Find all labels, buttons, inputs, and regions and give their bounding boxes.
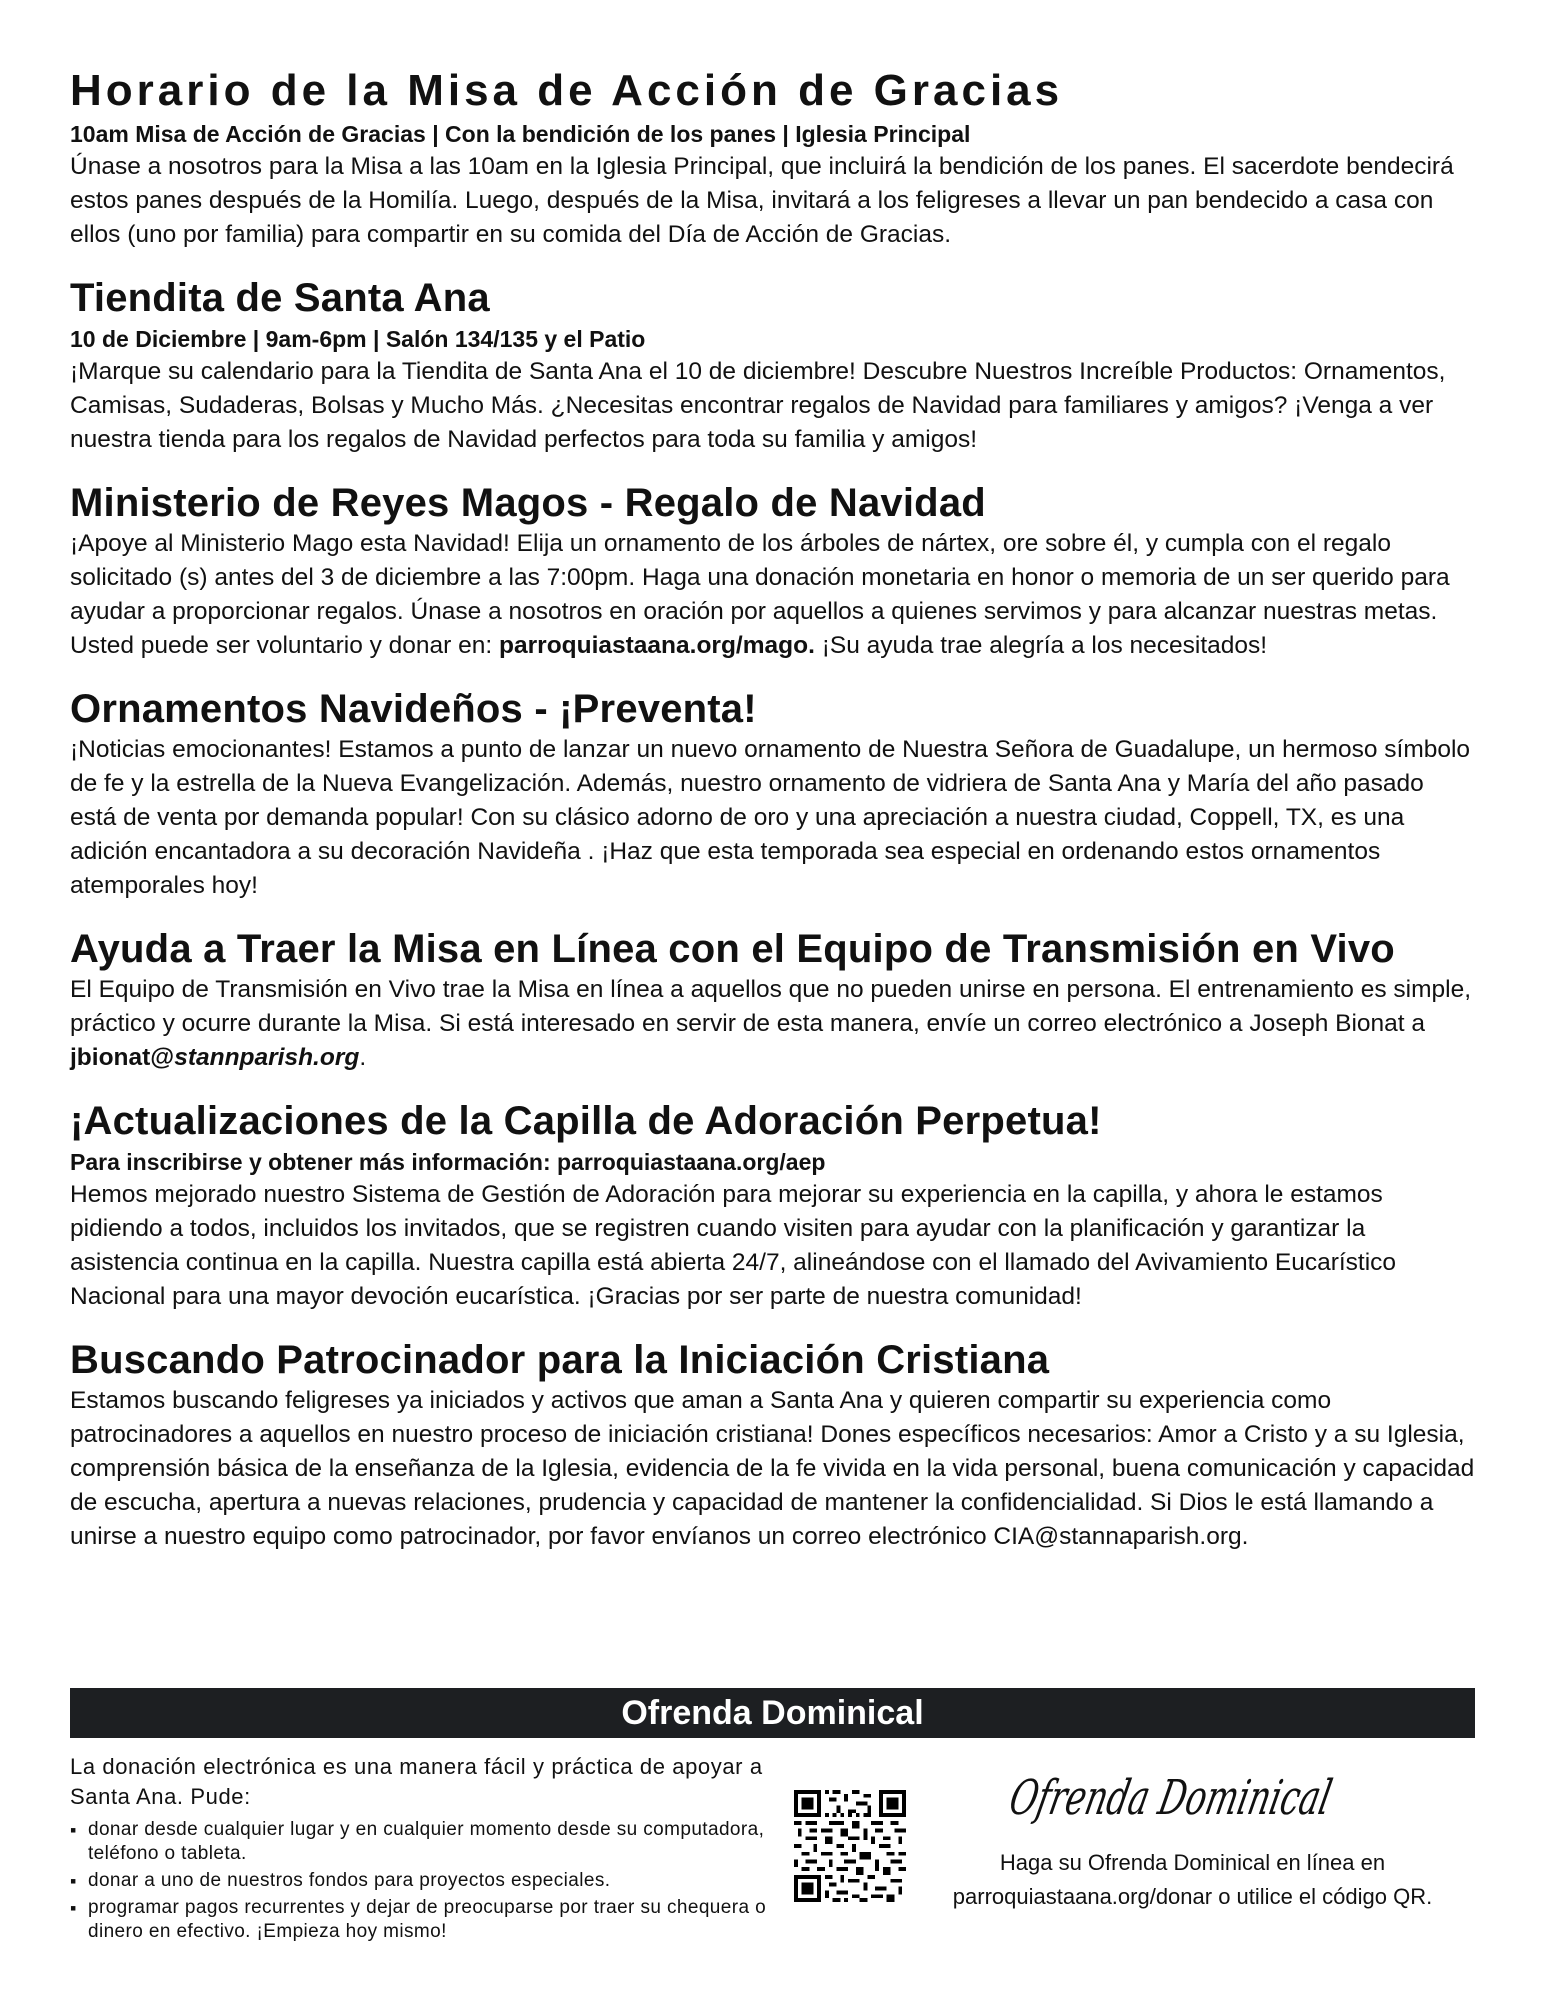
- ofrenda-signature: [970, 1754, 1476, 1844]
- ofrenda-bullet: ▪ donar desde cualquier lugar y en cualquier momento desde su computadora, teléfono o tableta.: [70, 1818, 770, 1866]
- bulletin-page: [70, 66, 1475, 1576]
- reyes-body-text: ¡Apoye al Ministerio Mago esta Navidad! Elija un ornamento de los árboles de nártex, ore sobre él, y cumpla con el regalo solicitado (s) antes del 3 de diciembre a las 7:00pm. Haga una donación monetaria en honor o memoria de un ser querido para ayudar a proporcionar regalos. Únase a nosotros en oración por aquellos a quienes servimos y para alcanzar nuestras metas. Usted puede ser voluntario y donar en:: [70, 529, 1450, 659]
- tiendita-body: ¡Marque su calendario para la Tiendita de Santa Ana el 10 de diciembre! Descubre Nuestros Increíble Productos: Ornamentos, Camisas, Sudaderas, Bolsas y Mucho Más. ¿Necesitas encontrar regalos de Navidad para familiares y amigos? ¡Venga a ver nuestra tienda para los regalos de Navidad perfectos para toda su familia y amigos!: [70, 357, 1446, 453]
- section-ornamentos: [70, 685, 1475, 903]
- transmision-body: [70, 973, 1475, 1075]
- email-user: jbionat@: [70, 1043, 175, 1071]
- ofrenda-online-text: [910, 1846, 1475, 1914]
- patrocinador-body: Estamos buscando feligreses ya iniciados y activos que aman a Santa Ana y quieren compartir su experiencia como patrocinadores a aquellos en nuestro proceso de iniciación cristiana! Dones específicos necesarios: Amor a Cristo y a su Iglesia, comprensión básica de la enseñanza de la Iglesia, evidencia de la fe vivida en la vida personal, buena comunicación y capacidad de escucha, apertura a nuevas relaciones, prudencia y capacidad de mantener la confidencialidad. Si Dios le está llamando a unirse a nuestro equipo como patrocinador, por favor envíanos un correo electrónico CIA@stannaparish.org.: [70, 1386, 1475, 1550]
- ofrenda-online-line1: Haga su Ofrenda Dominical en línea en: [999, 1850, 1386, 1875]
- section-transmision: [70, 925, 1475, 1075]
- section-capilla: [70, 1097, 1475, 1314]
- transmision-body-text: El Equipo de Transmisión en Vivo trae la Misa en línea a aquellos que no pueden unirse en persona. El entrenamiento es simple, práctico y ocurre durante la Misa. Si está interesado en servir de esta manera, envíe un correo electrónico a Joseph Bionat a: [70, 975, 1471, 1037]
- transmision-title: Ayuda a Traer la Misa en Línea con el Equipo de Transmisión en Vivo: [70, 926, 1395, 971]
- ornamentos-body: ¡Noticias emocionantes! Estamos a punto de lanzar un nuevo ornamento de Nuestra Señora de Guadalupe, un hermoso símbolo de fe y la estrella de la Nueva Evangelización. Además, nuestro ornamento de vidriera de Santa Ana y María del año pasado está de venta por demanda popular! Con su clásico adorno de oro y una apreciación a nuestra ciudad, Coppell, TX, es una adición encantadora a su decoración Navideña . ¡Haz que esta temporada sea especial en ordenando estos ornamentos atemporales hoy!: [70, 735, 1471, 899]
- ofrenda-online-line2[interactable]: parroquiastaana.org/donar o utilice el código QR.: [952, 1884, 1433, 1909]
- ofrenda-section: [70, 1752, 1475, 1972]
- misa-body: Únase a nosotros para la Misa a las 10am en la Iglesia Principal, que incluirá la bendición de los panes. El sacerdote bendecirá estos panes después de la Homilía. Luego, después de la Misa, invitará a los feligreses a llevar un pan bendecido a casa con ellos (uno por familia) para compartir en su comida del Día de Acción de Gracias.: [70, 152, 1454, 248]
- section-tiendita: [70, 274, 1475, 457]
- misa-subhead: 10am Misa de Acción de Gracias | Con la bendición de los panes | Iglesia Principal: [70, 120, 971, 147]
- section-patrocinador: [70, 1336, 1475, 1554]
- ofrenda-intro: La donación electrónica es una manera fácil y práctica de apoyar a Santa Ana. Pude:: [70, 1754, 763, 1809]
- patrocinador-title: Buscando Patrocinador para la Iniciación Cristiana: [70, 1337, 1050, 1382]
- tiendita-title: Tiendita de Santa Ana: [70, 275, 490, 320]
- ofrenda-bullet: ▪ programar pagos recurrentes y dejar de preocuparse por traer su chequera o dinero en efectivo. ¡Empieza hoy mismo!: [70, 1896, 770, 1944]
- reyes-body: [70, 527, 1475, 663]
- ofrenda-banner: Ofrenda Dominical: [70, 1688, 1475, 1738]
- reyes-body-end: ¡Su ayuda trae alegría a los necesitados!: [821, 631, 1268, 659]
- signature-text: Ofrenda Dominical: [1004, 1770, 1476, 1826]
- transmision-end: .: [359, 1043, 367, 1071]
- qr-code-icon[interactable]: [794, 1790, 906, 1902]
- section-reyes: [70, 479, 1475, 663]
- reyes-title: Ministerio de Reyes Magos - Regalo de Navidad: [70, 480, 986, 525]
- capilla-body: Hemos mejorado nuestro Sistema de Gestión de Adoración para mejorar su experiencia en la capilla, y ahora le estamos pidiendo a todos, incluidos los invitados, que se registren cuando visiten para ayudar con la planificación y garantizar la asistencia continua en la capilla. Nuestra capilla está abierta 24/7, alineándose con el llamado del Avivamiento Eucarístico Nacional para una mayor devoción eucarística. ¡Gracias por ser parte de nuestra comunidad!: [70, 1180, 1397, 1310]
- email-domain: stannparish.org: [174, 1043, 360, 1071]
- ofrenda-bullet: ▪ donar a uno de nuestros fondos para proyectos especiales.: [70, 1869, 770, 1893]
- capilla-subhead: Para inscribirse y obtener más información: parroquiastaana.org/aep: [70, 1148, 826, 1175]
- capilla-title: ¡Actualizaciones de la Capilla de Adoración Perpetua!: [70, 1098, 1102, 1143]
- misa-title: Horario de la Misa de Acción de Gracias: [70, 66, 1064, 115]
- section-misa: [70, 66, 1475, 252]
- ornamentos-title: Ornamentos Navideños - ¡Preventa!: [70, 686, 757, 731]
- reyes-link[interactable]: parroquiastaana.org/mago.: [499, 631, 815, 659]
- transmision-email[interactable]: [70, 1044, 359, 1071]
- ofrenda-bullets: [70, 1818, 770, 1947]
- tiendita-subhead: 10 de Diciembre | 9am-6pm | Salón 134/135 y el Patio: [70, 325, 646, 352]
